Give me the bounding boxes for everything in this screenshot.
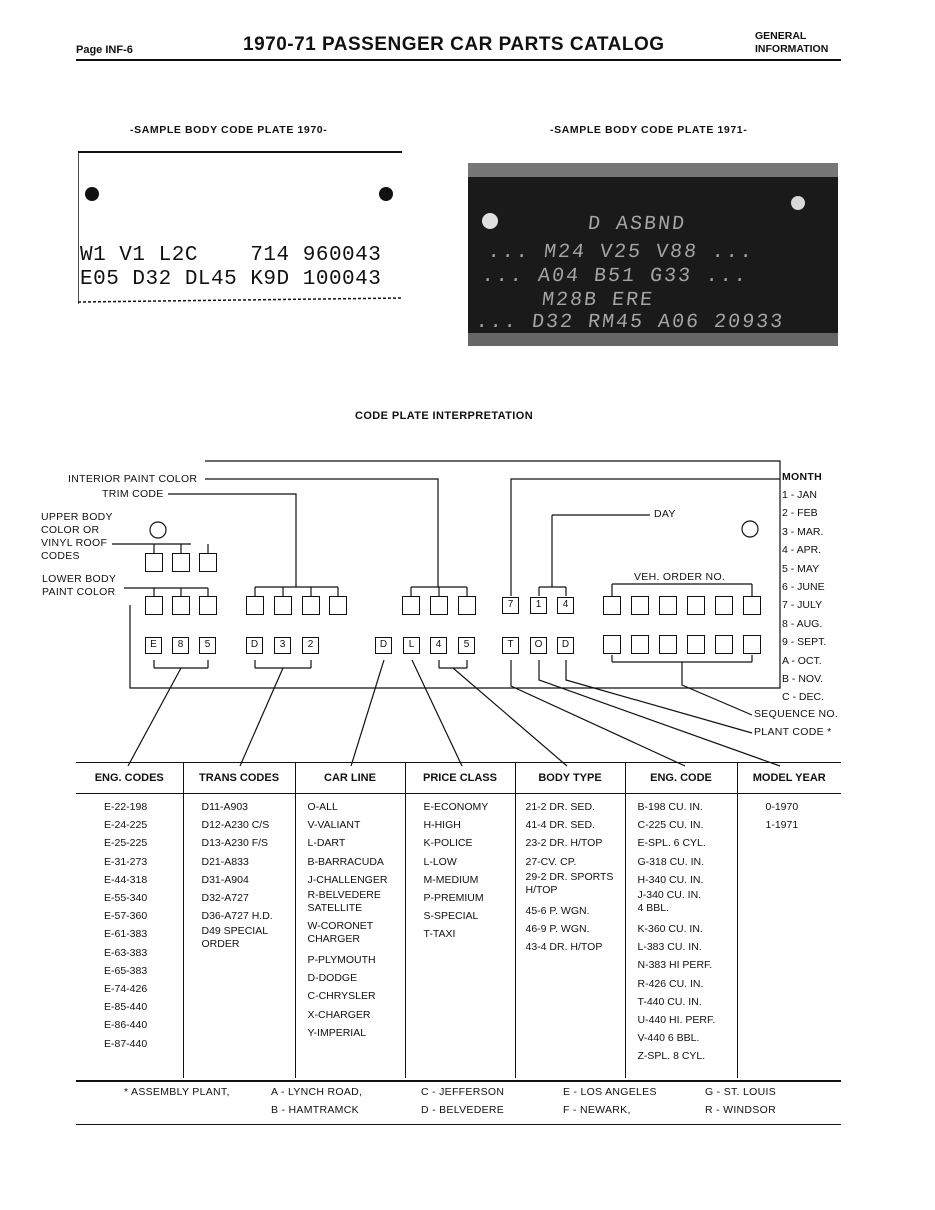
label-lower-body bbox=[42, 573, 116, 599]
plant-code-box: D bbox=[557, 637, 574, 654]
table-cell-item: D21-A833 bbox=[201, 855, 249, 868]
table-cell-item: C-CHRYSLER bbox=[307, 990, 376, 1003]
table-cell-item: J-CHALLENGER bbox=[307, 873, 388, 886]
month-item: 8 - AUG. bbox=[782, 617, 823, 630]
veh-order-box bbox=[687, 596, 705, 615]
upper-body-box bbox=[172, 553, 190, 572]
table-cell-item: S-SPECIAL bbox=[423, 910, 479, 923]
table-cell-item: E-31-273 bbox=[104, 855, 148, 868]
trim-code-box bbox=[302, 596, 320, 615]
month-item: 7 - JULY bbox=[782, 599, 823, 612]
header-eng-codes: ENG. CODES bbox=[76, 763, 183, 794]
month-item: 4 - APR. bbox=[782, 544, 822, 557]
interpretation-title: CODE PLATE INTERPRETATION bbox=[355, 410, 534, 422]
plant-a: A - LYNCH ROAD, bbox=[271, 1086, 363, 1098]
header-model-year: MODEL YEAR bbox=[737, 763, 841, 794]
table-cell-item: H-HIGH bbox=[423, 819, 461, 832]
table-cell-item: L-LOW bbox=[423, 855, 457, 868]
month-item: B - NOV. bbox=[782, 672, 824, 685]
caption-plate-1970: -SAMPLE BODY CODE PLATE 1970- bbox=[130, 124, 328, 136]
table-cell-item: N-383 HI PERF. bbox=[637, 959, 713, 972]
table-cell-item: R-BELVEDERE SATELLITE bbox=[307, 889, 381, 915]
plant-d: D - BELVEDERE bbox=[421, 1104, 505, 1116]
table-cell-item: E-25-225 bbox=[104, 837, 148, 850]
table-cell-item: E-55-340 bbox=[104, 892, 148, 905]
table-cell-item: W-CORONET CHARGER bbox=[307, 920, 374, 946]
label-lower-body-line1: LOWER BODY bbox=[42, 573, 117, 585]
lower-body-box bbox=[199, 596, 217, 615]
label-upper-body-line2: COLOR OR bbox=[41, 524, 100, 536]
body-type-box: 5 bbox=[458, 637, 475, 654]
sequence-box bbox=[743, 635, 761, 654]
table-cell-item: L-DART bbox=[307, 837, 346, 850]
trim-code-box bbox=[329, 596, 347, 615]
sequence-box bbox=[603, 635, 621, 654]
table-cell-item: D12-A230 C/S bbox=[201, 819, 270, 832]
trim-code-box bbox=[274, 596, 292, 615]
label-upper-body-line3: VINYL ROOF bbox=[41, 537, 108, 549]
table-cell-item: C-225 CU. IN. bbox=[637, 819, 704, 832]
plant-b: B - HAMTRAMCK bbox=[271, 1104, 359, 1116]
engine-letter-box: T bbox=[502, 637, 519, 654]
label-trim-code: TRIM CODE bbox=[102, 488, 164, 500]
month-item: 9 - SEPT. bbox=[782, 636, 827, 649]
table-cell-item: M-MEDIUM bbox=[423, 873, 479, 886]
car-line-box: D bbox=[375, 637, 392, 654]
label-veh-order-no: VEH. ORDER NO. bbox=[634, 571, 726, 583]
plant-r: R - WINDSOR bbox=[705, 1104, 776, 1116]
table-cell-item: E-65-383 bbox=[104, 964, 148, 977]
table-cell-item: E-61-383 bbox=[104, 928, 148, 941]
upper-body-box bbox=[199, 553, 217, 572]
table-cell-item: 41-4 DR. SED. bbox=[525, 819, 595, 832]
plate-1970-line2: E05 D32 DL45 K9D 100043 bbox=[80, 268, 382, 291]
table-cell-item: O-ALL bbox=[307, 801, 338, 813]
page-number: Page INF-6 bbox=[76, 44, 133, 56]
table-cell-item: E-24-225 bbox=[104, 819, 148, 832]
section-label-line1: GENERAL bbox=[755, 30, 807, 42]
table-cell-item: J-340 CU. IN. 4 BBL. bbox=[637, 889, 702, 915]
footer-rule-bottom bbox=[76, 1124, 841, 1125]
table-cell-item: D49 SPECIAL ORDER bbox=[201, 925, 269, 951]
trans-code-box: D bbox=[246, 637, 263, 654]
plant-c: C - JEFFERSON bbox=[421, 1086, 505, 1098]
label-day: DAY bbox=[654, 508, 676, 520]
month-item: 6 - JUNE bbox=[782, 580, 825, 593]
lower-body-box bbox=[172, 596, 190, 615]
trim-code-box bbox=[246, 596, 264, 615]
trans-code-box: 3 bbox=[274, 637, 291, 654]
header-car-line: CAR LINE bbox=[295, 763, 405, 794]
footer-rule bbox=[76, 1080, 841, 1082]
table-cell-item: 23-2 DR. H/TOP bbox=[525, 837, 603, 850]
veh-order-box bbox=[743, 596, 761, 615]
month-item: 3 - MAR. bbox=[782, 525, 824, 538]
body-type-box: 4 bbox=[430, 637, 447, 654]
lower-body-box bbox=[145, 596, 163, 615]
month-list bbox=[782, 486, 826, 707]
sequence-box bbox=[715, 635, 733, 654]
table-cell-item: E-86-440 bbox=[104, 1019, 148, 1032]
month-item: C - DEC. bbox=[782, 691, 824, 704]
model-year-box: O bbox=[530, 637, 547, 654]
table-cell-item: T-440 CU. IN. bbox=[637, 995, 702, 1008]
plate-1971-line1: D ASBND bbox=[586, 213, 688, 236]
diagram-hole-right bbox=[742, 521, 758, 537]
label-plant-code: PLANT CODE * bbox=[754, 726, 832, 738]
plate-1971-line2: ... M24 V25 V88 ... bbox=[486, 241, 756, 264]
plate-1970-line1: W1 V1 L2C 714 960043 bbox=[80, 244, 382, 267]
engine-code-box: E bbox=[145, 637, 162, 654]
table-cell-item: K-POLICE bbox=[423, 837, 473, 850]
table-cell-item: D36-A727 H.D. bbox=[201, 910, 273, 923]
plant-f: F - NEWARK, bbox=[563, 1104, 631, 1116]
plate-1971-line3: ... A04 B51 G33 ... bbox=[480, 265, 750, 288]
table-cell-item: K-360 CU. IN. bbox=[637, 923, 703, 936]
table-cell-item: E-85-440 bbox=[104, 1001, 148, 1014]
table-cell-item: E-57-360 bbox=[104, 910, 148, 923]
table-cell-item: U-440 HI. PERF. bbox=[637, 1014, 716, 1027]
plant-e: E - LOS ANGELES bbox=[563, 1086, 657, 1098]
diagram-hole-left bbox=[150, 522, 166, 538]
table-cell-item: V-VALIANT bbox=[307, 819, 361, 832]
table-cell-item: 21-2 DR. SED. bbox=[525, 801, 595, 813]
interior-paint-box bbox=[458, 596, 476, 615]
day-box: 1 bbox=[530, 597, 547, 614]
table-cell-item: B-BARRACUDA bbox=[307, 855, 384, 868]
table-cell-item: P-PREMIUM bbox=[423, 892, 484, 905]
veh-order-box bbox=[631, 596, 649, 615]
sequence-box bbox=[687, 635, 705, 654]
table-cell-item: 0-1970 bbox=[765, 801, 799, 813]
month-item: 2 - FEB bbox=[782, 507, 818, 520]
col-price-class bbox=[405, 794, 515, 1079]
table-cell-item: H-340 CU. IN. bbox=[637, 873, 704, 886]
day-box: 4 bbox=[557, 597, 574, 614]
table-cell-item: E-87-440 bbox=[104, 1037, 148, 1050]
col-car-line bbox=[295, 794, 405, 1079]
label-upper-body-line4: CODES bbox=[41, 550, 80, 562]
table-cell-item: D-DODGE bbox=[307, 972, 358, 985]
table-cell-item: 29-2 DR. SPORTS H/TOP bbox=[525, 870, 614, 896]
col-eng-codes bbox=[76, 794, 183, 1079]
label-month: MONTH bbox=[782, 471, 822, 483]
month-box: 7 bbox=[502, 597, 519, 614]
plate-1971-line4: M28B ERE bbox=[540, 289, 656, 312]
code-table-body bbox=[76, 794, 841, 1079]
table-cell-item: D11-A903 bbox=[201, 801, 249, 813]
table-cell-item: R-426 CU. IN. bbox=[637, 977, 704, 990]
sequence-box bbox=[659, 635, 677, 654]
label-sequence-no: SEQUENCE NO. bbox=[754, 708, 839, 720]
code-table bbox=[76, 762, 841, 1078]
table-cell-item: D13-A230 F/S bbox=[201, 837, 269, 850]
plant-g: G - ST. LOUIS bbox=[705, 1086, 776, 1098]
interior-paint-box bbox=[402, 596, 420, 615]
trans-code-box: 2 bbox=[302, 637, 319, 654]
label-upper-body bbox=[41, 511, 113, 563]
caption-plate-1971: -SAMPLE BODY CODE PLATE 1971- bbox=[550, 124, 748, 136]
upper-body-box bbox=[145, 553, 163, 572]
col-eng-code bbox=[625, 794, 737, 1079]
table-cell-item: 46-9 P. WGN. bbox=[525, 923, 590, 936]
veh-order-box bbox=[603, 596, 621, 615]
col-body-type bbox=[515, 794, 625, 1079]
label-interior-paint-color: INTERIOR PAINT COLOR bbox=[68, 473, 198, 485]
table-cell-item: E-63-383 bbox=[104, 946, 148, 959]
header-eng-code: ENG. CODE bbox=[625, 763, 737, 794]
table-cell-item: B-198 CU. IN. bbox=[637, 801, 703, 813]
month-item: A - OCT. bbox=[782, 654, 822, 667]
header-trans-codes: TRANS CODES bbox=[183, 763, 295, 794]
veh-order-box bbox=[715, 596, 733, 615]
plate-1971-line5: ... D32 RM45 A06 20933 bbox=[474, 311, 786, 334]
col-trans-codes bbox=[183, 794, 295, 1079]
price-class-box: L bbox=[403, 637, 420, 654]
table-cell-item: G-318 CU. IN. bbox=[637, 855, 705, 868]
footer-note: * ASSEMBLY PLANT, bbox=[124, 1086, 230, 1098]
table-cell-item: E-SPL. 6 CYL. bbox=[637, 837, 706, 850]
sequence-box bbox=[631, 635, 649, 654]
table-cell-item: 45-6 P. WGN. bbox=[525, 904, 590, 917]
label-upper-body-line1: UPPER BODY bbox=[41, 511, 113, 523]
month-item: 1 - JAN bbox=[782, 489, 818, 501]
table-cell-item: V-440 6 BBL. bbox=[637, 1032, 700, 1045]
table-cell-item: Y-IMPERIAL bbox=[307, 1026, 367, 1039]
header-price-class: PRICE CLASS bbox=[405, 763, 515, 794]
engine-code-box: 8 bbox=[172, 637, 189, 654]
table-cell-item: 43-4 DR. H/TOP bbox=[525, 941, 603, 954]
table-cell-item: E-22-198 bbox=[104, 801, 148, 813]
table-cell-item: 27-CV. CP. bbox=[525, 855, 577, 868]
table-cell-item: L-383 CU. IN. bbox=[637, 941, 702, 954]
page-title: 1970-71 PASSENGER CAR PARTS CATALOG bbox=[243, 34, 665, 55]
table-cell-item: E-ECONOMY bbox=[423, 801, 489, 813]
code-table-header bbox=[76, 763, 841, 794]
header-body-type: BODY TYPE bbox=[515, 763, 625, 794]
label-lower-body-line2: PAINT COLOR bbox=[42, 586, 116, 598]
table-cell-item: 1-1971 bbox=[765, 819, 799, 832]
table-cell-item: T-TAXI bbox=[423, 928, 456, 941]
veh-order-box bbox=[659, 596, 677, 615]
table-cell-item: P-PLYMOUTH bbox=[307, 954, 376, 967]
table-cell-item: E-74-426 bbox=[104, 983, 148, 996]
section-label-line2: INFORMATION bbox=[755, 43, 829, 55]
table-cell-item: D31-A904 bbox=[201, 873, 249, 886]
table-cell-item: D32-A727 bbox=[201, 892, 249, 905]
table-cell-item: X-CHARGER bbox=[307, 1008, 371, 1021]
month-item: 5 - MAY bbox=[782, 562, 820, 575]
table-cell-item: E-44-318 bbox=[104, 873, 148, 886]
interior-paint-box bbox=[430, 596, 448, 615]
engine-code-box: 5 bbox=[199, 637, 216, 654]
col-model-year bbox=[737, 794, 841, 1079]
table-cell-item: Z-SPL. 8 CYL. bbox=[637, 1050, 706, 1063]
